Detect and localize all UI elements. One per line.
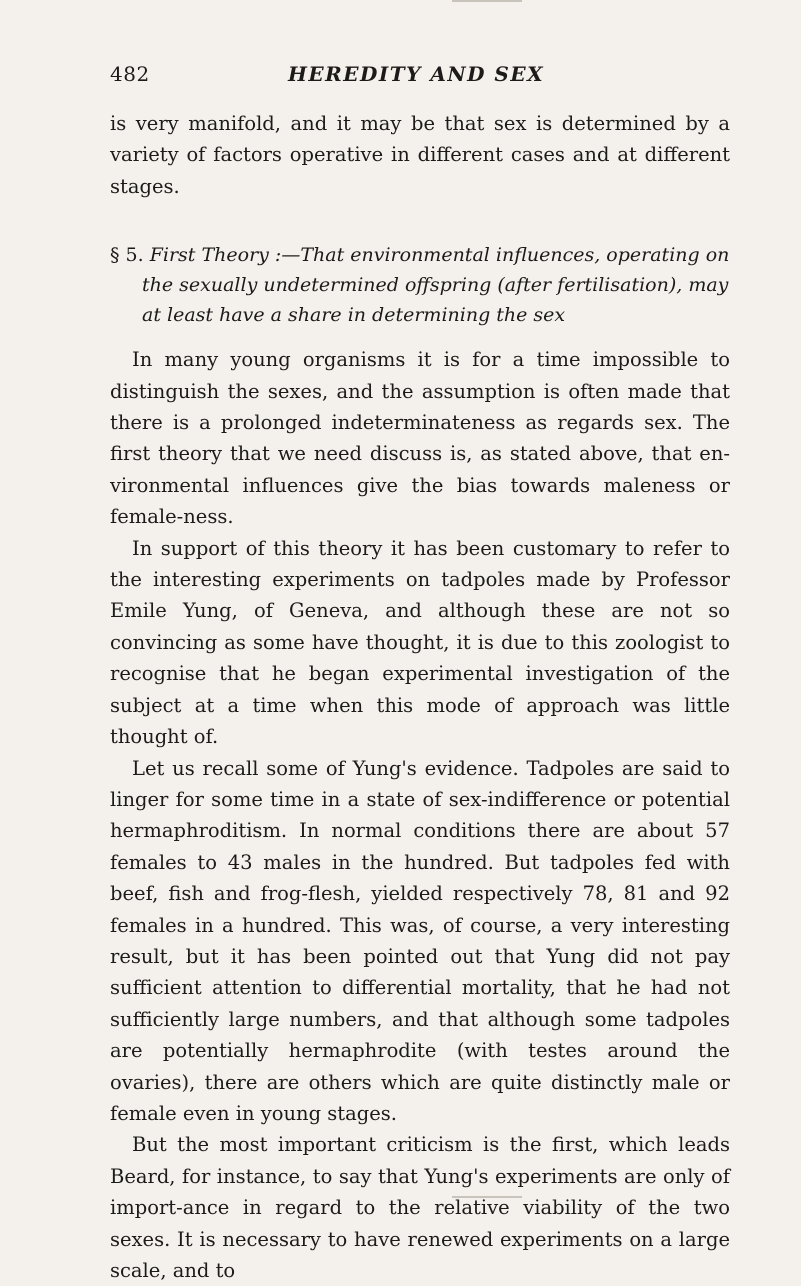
opening-paragraph: is very manifold, and it may be that sex is determined by a variety of factors operative in different cases and at different stages. xyxy=(110,112,730,198)
section-title: —That environmental influences, operating on the sexually undetermined offspring (after fertilisation), may at least have a share in determining the sex xyxy=(142,244,730,327)
paragraph-3: Let us recall some of Yung's evidence. Tadpoles are said to linger for some time in a state of sex-indifference or potential hermaphroditism. In normal conditions there are about 57 females to 43 males in the hundred. But tadpoles fed with beef, fish and frog-flesh, yielded respectively 78, 81 and 92 females in a hundred. This was, of course, a very interesting result, but it has been pointed out that Yung did not pay sufficient attention to differential mortality, that he had not sufficiently large numbers, and that although some tadpoles are potentially hermaphrodite (with testes around the ovaries), there are others which are quite distinctly male or female even in young stages. xyxy=(110,756,730,1125)
section-number: § 5. xyxy=(110,244,144,267)
paragraph-4: But the most important criticism is the first, which leads Beard, for instance, to say that Yung's experiments are only of import-ance in regard to the relative viability of the two sexes. It is necessary to have renewed experiments on a large scale, and to xyxy=(110,1133,730,1282)
section-heading xyxy=(110,240,730,330)
paragraph-2: In support of this theory it has been customary to refer to the interesting experiments on tadpoles made by Professor Emile Yung, of Geneva, and although these are not so convincing as some have thought, it is due to this zoologist to recognise that he began experimental investigation of the subject at a time when this mode of approach was little thought of. xyxy=(110,536,730,749)
paragraph-1: In many young organisms it is for a time impossible to distinguish the sexes, and the assumption is often made that there is a prolonged indeterminateness as regards sex. The first theory that we need discuss is, as stated above, that en-vironmental influences give the bias towards maleness or female-ness. xyxy=(110,348,730,529)
page-body xyxy=(110,108,730,1286)
section-lead: First Theory : xyxy=(149,244,282,267)
running-title: HEREDITY AND SEX xyxy=(288,62,545,86)
page-header xyxy=(110,62,730,92)
page-number: 482 xyxy=(110,62,150,86)
top-edge-mark xyxy=(452,0,522,2)
